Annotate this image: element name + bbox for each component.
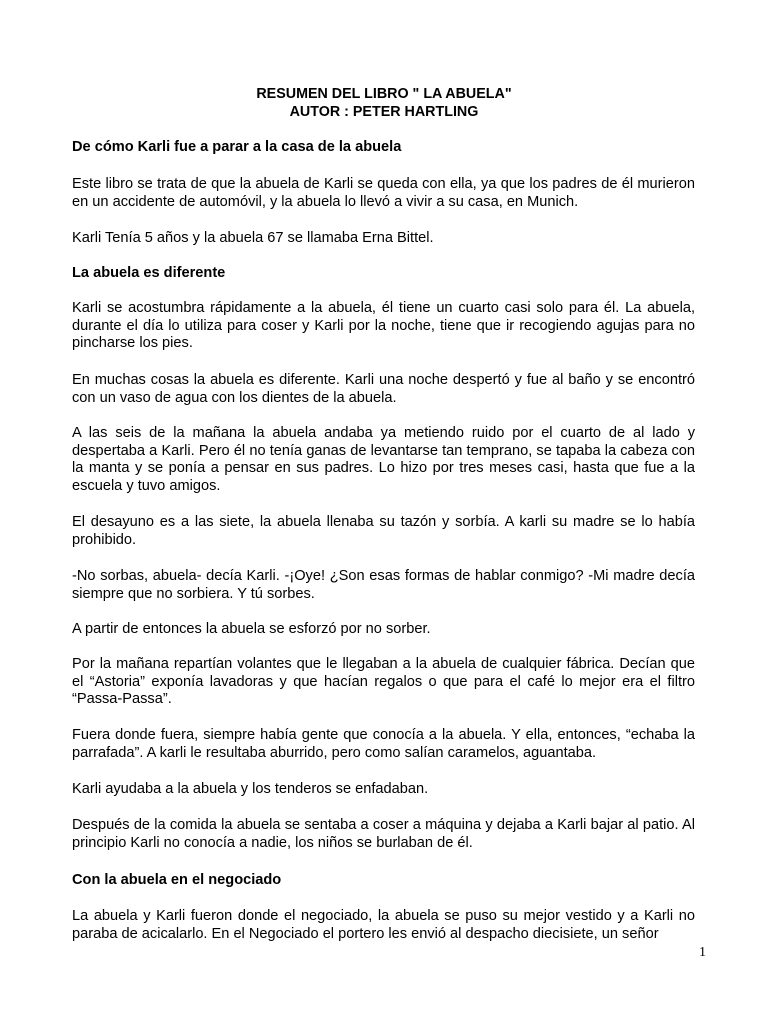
paragraph: Karli ayudaba a la abuela y los tenderos se enfadaban.	[72, 781, 429, 797]
paragraph: Por la mañana repartían volantes que le llegaban a la abuela de cualquier fábrica. Decían que el “Astoria” exponía lavadoras y que hacían regalos o que para el café lo mejor era el filtro “Passa-Passa”.	[72, 656, 695, 708]
section-heading: De cómo Karli fue a parar a la casa de la abuela	[72, 139, 402, 155]
paragraph: A partir de entonces la abuela se esforzó por no sorber.	[72, 621, 431, 637]
page-number: 1	[699, 945, 706, 960]
paragraph: Este libro se trata de que la abuela de Karli se queda con ella, ya que los padres de él murieron en un accidente de automóvil, y la abuela lo llevó a vivir a su casa, en Munich.	[72, 176, 695, 210]
document-title: RESUMEN DEL LIBRO " LA ABUELA"	[256, 86, 512, 102]
section-heading: Con la abuela en el negociado	[72, 872, 282, 888]
paragraph: Karli se acostumbra rápidamente a la abuela, él tiene un cuarto casi solo para él. La abuela, durante el día lo utiliza para coser y Karli por la noche, tiene que ir recogiendo agujas para no pincharse los pies.	[72, 300, 695, 352]
section-heading: La abuela es diferente	[72, 265, 226, 281]
paragraph: Karli Tenía 5 años y la abuela 67 se llamaba Erna Bittel.	[72, 230, 434, 246]
paragraph: La abuela y Karli fueron donde el negociado, la abuela se puso su mejor vestido y a Karli no paraba de acicalarlo. En el Negociado el portero les envió al despacho diecisiete, un señor	[72, 908, 695, 942]
paragraph: A las seis de la mañana la abuela andaba ya metiendo ruido por el cuarto de al lado y despertaba a Karli. Pero él no tenía ganas de levantarse tan temprano, se tapaba la cabeza con la manta y se ponía a pensar en sus padres. Lo hizo por tres meses casi, hasta que fue a la escuela y tuvo amigos.	[72, 425, 695, 494]
paragraph: En muchas cosas la abuela es diferente. Karli una noche despertó y fue al baño y se encontró con un vaso de agua con los dientes de la abuela.	[72, 372, 695, 406]
paragraph: Fuera donde fuera, siempre había gente que conocía a la abuela. Y ella, entonces, “echaba la parrafada”. A karli le resultaba aburrido, pero como salían caramelos, aguantaba.	[72, 727, 695, 761]
document-author: AUTOR : PETER HARTLING	[289, 104, 479, 120]
paragraph: El desayuno es a las siete, la abuela llenaba su tazón y sorbía. A karli su madre se lo había prohibido.	[72, 514, 695, 548]
paragraph: Después de la comida la abuela se sentaba a coser a máquina y dejaba a Karli bajar al patio. Al principio Karli no conocía a nadie, los niños se burlaban de él.	[72, 817, 695, 851]
paragraph: -No sorbas, abuela- decía Karli. -¡Oye! ¿Son esas formas de hablar conmigo? -Mi madre decía siempre que no sorbiera. Y tú sorbes.	[72, 568, 695, 602]
